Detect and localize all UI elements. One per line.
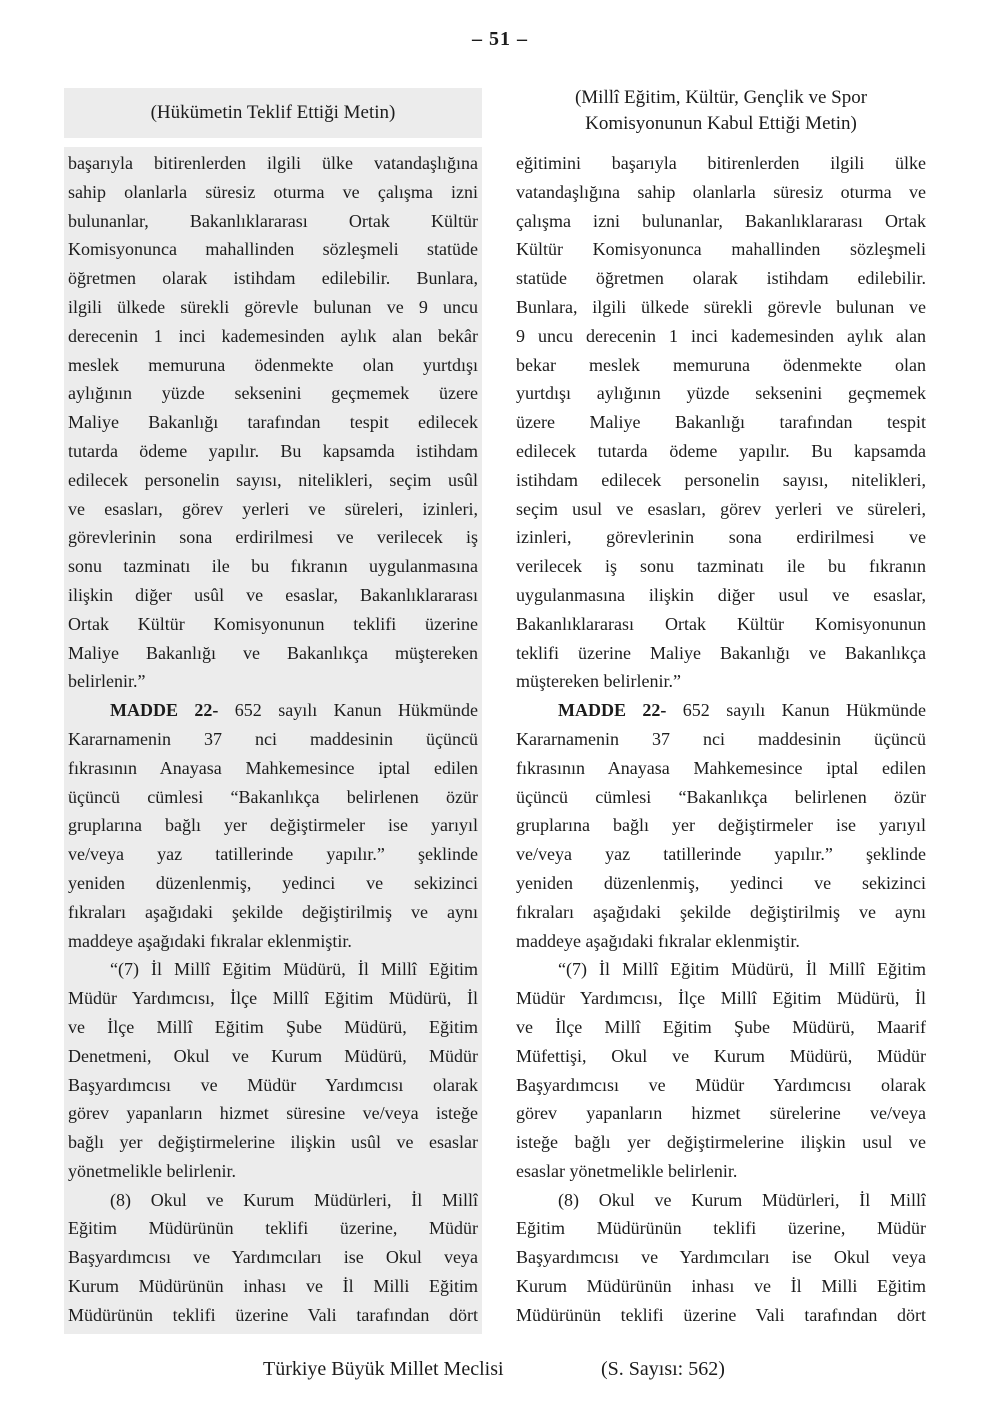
text-line: gruplarına bağlı yer değiştirmeler ise yarıyıl [68, 815, 478, 836]
text-line: ve/veya yaz tatillerinde yapılır.” şeklinde [516, 844, 926, 865]
text-line: statüde öğretmen olarak istihdam edilebilir. [516, 268, 926, 289]
text-line: bağlı yer değiştirmelerine ilişkin usûl ve esaslar [68, 1132, 478, 1153]
text-line: isteğe bağlı yer değiştirmelerine ilişkin usul ve [516, 1132, 926, 1153]
text-line: istihdam edilecek personelin sayısı, nitelikleri, [516, 469, 926, 490]
text-line: verilecek iş sonu tazminatı ile bu fıkranın [516, 556, 926, 577]
text-line: yeniden düzenlenmiş, yedinci ve sekizinci [68, 872, 478, 893]
text-line: maddeye aşağıdaki fıkralar eklenmiştir. [516, 930, 800, 951]
text-line: Komisyonunca mahallinden sözleşmeli statüde [68, 239, 478, 260]
text-line: vatandaşlığına sahip olanlarla süresiz oturma ve [516, 181, 926, 202]
text-line: Bunlara, ilgili ülkede sürekli görevle bulunan ve [516, 296, 926, 317]
right-column-header [512, 85, 930, 137]
text-line: Müdürünün teklifi üzerine Vali tarafından dört [68, 1304, 478, 1325]
text-line: maddeye aşağıdaki fıkralar eklenmiştir. [68, 930, 352, 951]
text-line: bekar meslek memuruna ödenmekte olan [516, 354, 926, 375]
text-line: Bakanlıklararası Ortak Kültür Komisyonunun [516, 613, 926, 634]
text-line: esaslar yönetmelikle belirlenir. [516, 1160, 738, 1181]
text-line: 9 uncu derecenin 1 inci kademesinden aylık alan [516, 325, 926, 346]
text-line: ve İlçe Millî Eğitim Şube Müdürü, Maarif [516, 1016, 926, 1037]
text-line: ve İlçe Millî Eğitim Şube Müdürü, Eğitim [68, 1016, 478, 1037]
text-line: üçüncü cümlesi “Bakanlıkça belirlenen özür [516, 786, 926, 807]
text-line: fıkrasının Anayasa Mahkemesince iptal edilen [516, 757, 926, 778]
text-line: yeniden düzenlenmiş, yedinci ve sekizinci [516, 872, 926, 893]
left-column-header-label: (Hükümetin Teklif Ettiği Metin) [150, 102, 396, 123]
text-line: ilişkin diğer usûl ve esaslar, Bakanlıklararası [68, 584, 478, 605]
text-line: öğretmen olarak istihdam edilebilir. Bunlara, [68, 268, 478, 289]
text-line: eğitimini başarıyla bitirenlerden ilgili ülke [516, 153, 926, 173]
text-line: Ortak Kültür Komisyonunun teklifi üzerine [68, 613, 478, 634]
text-line: tutarda ödeme yapılır. Bu kapsamda istihdam [68, 440, 478, 461]
text-line: üzere Maliye Bakanlığı tarafından tespit [516, 412, 926, 433]
text-line: Müdür Yardımcısı, İlçe Millî Eğitim Müdürü, İl [68, 988, 478, 1009]
text-line: teklifi üzerine Maliye Bakanlığı ve Bakanlıkça [516, 642, 926, 663]
left-column-body [64, 147, 482, 1334]
text-line: gruplarına bağlı yer değiştirmeler ise yarıyıl [516, 815, 926, 836]
text-line: Maliye Bakanlığı tarafından tespit edilecek [68, 412, 478, 433]
text-line: yönetmelikle belirlenir. [68, 1160, 236, 1181]
text-line: Eğitim Müdürünün teklifi üzerine, Müdür [516, 1218, 926, 1239]
right-column-header-line1: (Millî Eğitim, Kültür, Gençlik ve Spor [574, 87, 868, 108]
text-line: uygulanmasına ilişkin diğer usul ve esaslar, [516, 584, 926, 605]
madde-label: MADDE 22- [110, 700, 219, 721]
text-line: Müfettişi, Okul ve Kurum Müdürü, Müdür [516, 1045, 926, 1066]
text-line: seçim usul ve esasları, görev yerleri ve süreleri, [516, 498, 926, 519]
text-line: fıkraları aşağıdaki şekilde değiştirilmiş ve aynı [68, 901, 478, 922]
text-line: sonu tazminatı ile bu fıkranın uygulanmasına [68, 556, 478, 577]
page-number: – 51 – [472, 28, 528, 50]
text-line: çalışma izni bulunanlar, Bakanlıklararası Ortak [516, 210, 926, 231]
text-line: Müdürünün teklifi üzerine Vali tarafından dört [516, 1304, 926, 1325]
text-line: Kültür Komisyonunca mahallinden sözleşmeli [516, 239, 926, 260]
text-line: görev yapanların hizmet süresine ve/veya isteğe [68, 1103, 478, 1124]
text-line: Kararnamenin 37 nci maddesinin üçüncü [516, 728, 926, 749]
text-line: bulunanlar, Bakanlıklararası Ortak Kültür [68, 210, 478, 231]
text-line: belirlenir.” [68, 671, 146, 692]
left-column-header [64, 88, 482, 138]
text-line: MADDE 22- 652 sayılı Kanun Hükmünde [558, 700, 926, 721]
text-line: ilgili ülkede sürekli görevle bulunan ve 9 uncu [68, 296, 478, 317]
right-column-header-line2: Komisyonunun Kabul Ettiği Metin) [585, 113, 857, 134]
text-line: Başyardımcısı ve Yardımcıları ise Okul veya [68, 1247, 478, 1268]
text-line: edilecek tutarda ödeme yapılır. Bu kapsamda [516, 440, 926, 461]
text-line: Eğitim Müdürünün teklifi üzerine, Müdür [68, 1218, 478, 1239]
text-line: ve esasları, görev yerleri ve süreleri, izinleri, [68, 498, 478, 519]
text-line: sahip olanlarla süresiz oturma ve çalışma izni [68, 181, 478, 202]
text-line: Maliye Bakanlığı ve Bakanlıkça müştereken [68, 642, 478, 663]
text-line: MADDE 22- 652 sayılı Kanun Hükmünde [110, 700, 478, 721]
text-line: izinleri, görevlerinin sona erdirilmesi ve [516, 527, 926, 548]
text-line: Başyardımcısı ve Müdür Yardımcısı olarak [516, 1074, 926, 1095]
text-line: aylığının yüzde seksenini geçmemek üzere [68, 383, 478, 404]
text-line: “(7) İl Millî Eğitim Müdürü, İl Millî Eğitim [558, 959, 926, 980]
text-line: görevlerinin sona erdirilmesi ve verilecek iş [68, 527, 478, 548]
text-line: Denetmeni, Okul ve Kurum Müdürü, Müdür [68, 1045, 478, 1066]
text-line: fıkrasının Anayasa Mahkemesince iptal edilen [68, 757, 478, 778]
text-line: Başyardımcısı ve Müdür Yardımcısı olarak [68, 1074, 478, 1095]
text-line: üçüncü cümlesi “Bakanlıkça belirlenen özür [68, 786, 478, 807]
text-line: derecenin 1 inci kademesinden aylık alan bekâr [68, 325, 478, 346]
text-line: başarıyla bitirenlerden ilgili ülke vatandaşlığına [68, 153, 478, 173]
text-line: meslek memuruna ödenmekte olan yurtdışı [68, 354, 478, 375]
footer-series-number: (S. Sayısı: 562) [601, 1358, 725, 1380]
text-line: Kararnamenin 37 nci maddesinin üçüncü [68, 728, 478, 749]
madde-label: MADDE 22- [558, 700, 667, 721]
text-line: fıkraları aşağıdaki şekilde değiştirilmiş ve aynı [516, 901, 926, 922]
text-line: Kurum Müdürünün inhası ve İl Milli Eğitim [68, 1276, 478, 1297]
text-line: görev yapanların hizmet sürelerine ve/veya [516, 1103, 926, 1124]
text-line: ve/veya yaz tatillerinde yapılır.” şeklinde [68, 844, 478, 865]
text-line: (8) Okul ve Kurum Müdürleri, İl Millî [110, 1189, 478, 1210]
text-line: yurtdışı aylığının yüzde seksenini geçmemek [516, 383, 926, 404]
text-line: Başyardımcısı ve Yardımcıları ise Okul veya [516, 1247, 926, 1268]
footer-institution: Türkiye Büyük Millet Meclisi [263, 1358, 504, 1380]
text-line: edilecek personelin sayısı, nitelikleri, seçim usûl [68, 469, 478, 490]
right-column-body [512, 147, 930, 1334]
text-line: Müdür Yardımcısı, İlçe Millî Eğitim Müdürü, İl [516, 988, 926, 1009]
text-line: “(7) İl Millî Eğitim Müdürü, İl Millî Eğitim [110, 959, 478, 980]
text-line: müştereken belirlenir.” [516, 671, 681, 692]
text-line: (8) Okul ve Kurum Müdürleri, İl Millî [558, 1189, 926, 1210]
text-line: Kurum Müdürünün inhası ve İl Milli Eğitim [516, 1276, 926, 1297]
